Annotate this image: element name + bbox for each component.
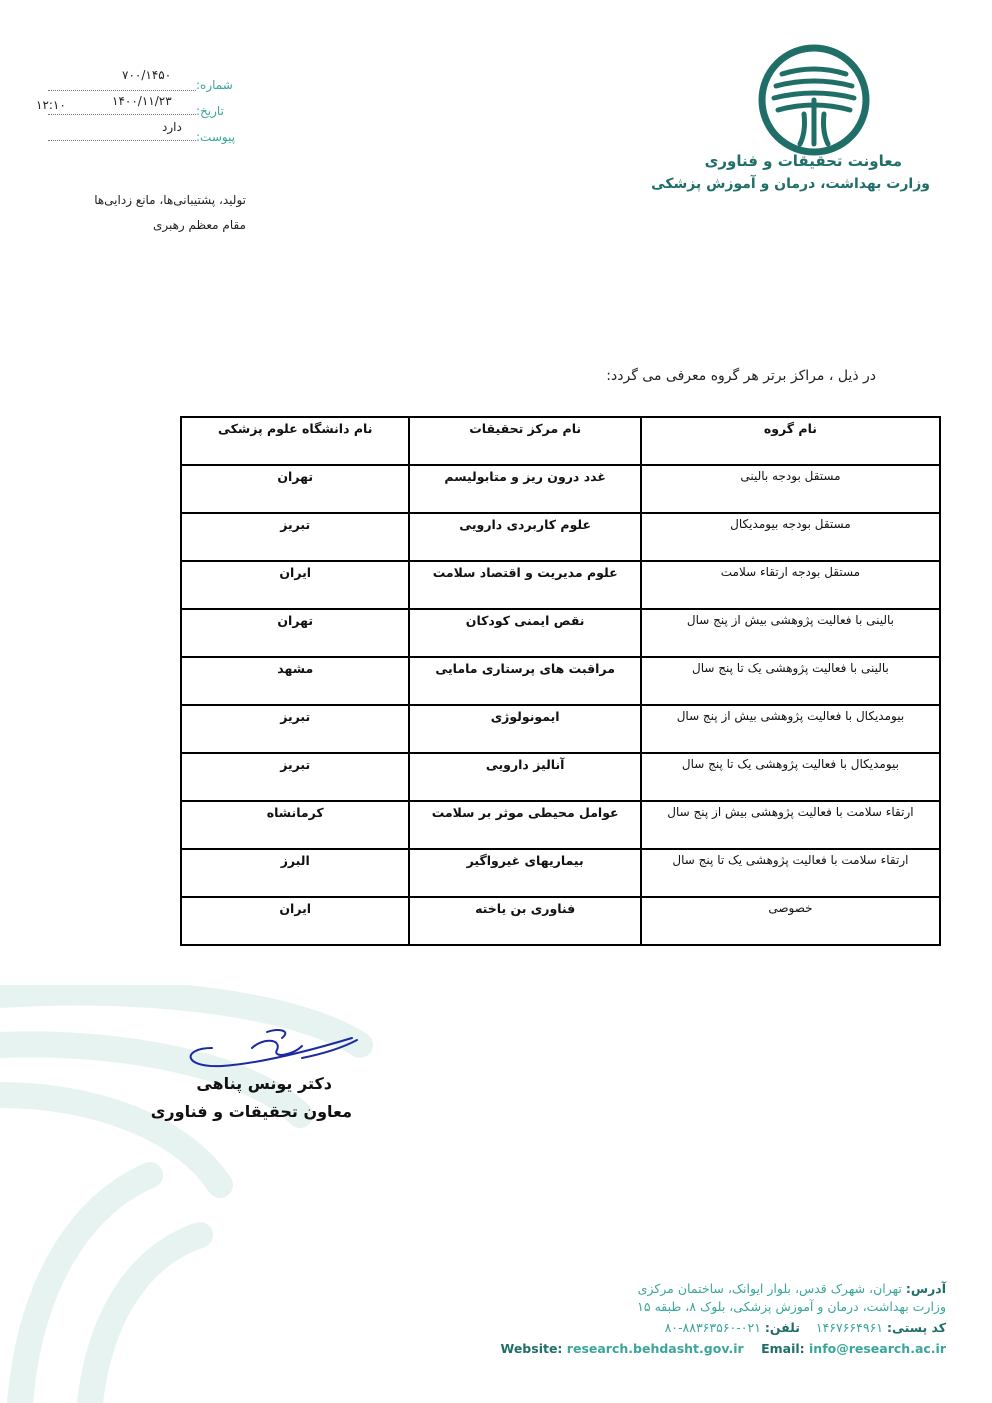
recipient-line-2: مقام معظم رهبری [152, 218, 246, 232]
cell-center: مراقبت های پرستاری مامایی [409, 657, 640, 705]
cell-university: تهران [181, 465, 409, 513]
cell-group: مستقل بودجه بالینی [641, 465, 940, 513]
cell-university: کرمانشاه [181, 801, 409, 849]
cell-center: علوم کاربردی دارویی [409, 513, 640, 561]
cell-center: آنالیز دارویی [409, 753, 640, 801]
cell-group: بالینی با فعالیت پژوهشی بیش از پنج سال [641, 609, 940, 657]
table-row [181, 753, 940, 801]
cell-group: ارتقاء سلامت با فعالیت پژوهشی یک تا پنج سال [641, 849, 940, 897]
ministry-logo-icon [748, 44, 880, 156]
footer-web-line [500, 1341, 946, 1356]
attachment-label: پیوست: [196, 130, 236, 144]
footer-phone-label: تلفن: [764, 1320, 800, 1335]
cell-group: بیومدیکال با فعالیت پژوهشی بیش از پنج سال [641, 705, 940, 753]
date-value: ۱۴۰۰/۱۱/۲۳ [112, 94, 172, 108]
table-row [181, 705, 940, 753]
footer-email-label: Email: [761, 1341, 805, 1356]
number-label: شماره: [196, 78, 233, 92]
cell-center: نقص ایمنی کودکان [409, 609, 640, 657]
cell-university: البرز [181, 849, 409, 897]
footer-address-label: آدرس: [905, 1281, 946, 1296]
cell-university: تبریز [181, 513, 409, 561]
cell-group: مستقل بودجه بیومدیکال [641, 513, 940, 561]
footer-address-text: تهران، شهرک قدس، بلوار ایوانک، ساختمان مرکزی [637, 1281, 902, 1296]
number-value: ۷۰۰/۱۴۵۰ [122, 68, 172, 82]
table-row [181, 849, 940, 897]
signer-title: معاون تحقیقات و فناوری [150, 1102, 352, 1121]
cell-university: ایران [181, 897, 409, 945]
footer-phone-value: ۰۲۱-۸۸۳۶۳۵۶۰-۸۰ [664, 1320, 761, 1335]
footer-website-link[interactable]: research.behdasht.gov.ir [566, 1341, 744, 1356]
footer-postal-value: ۱۴۶۷۶۶۴۹۶۱ [815, 1320, 883, 1335]
table-row [181, 801, 940, 849]
table-row [181, 513, 940, 561]
cell-university: تبریز [181, 753, 409, 801]
header-university: نام دانشگاه علوم پزشکی [181, 417, 409, 465]
org-deputy-name: معاونت تحقیقات و فناوری [704, 152, 902, 170]
cell-university: تبریز [181, 705, 409, 753]
table-row [181, 657, 940, 705]
research-centers-table [180, 416, 941, 946]
footer-contact-line [665, 1320, 946, 1335]
footer-email-link[interactable]: info@research.ac.ir [809, 1341, 946, 1356]
cell-group: خصوصی [641, 897, 940, 945]
attachment-value: دارد [162, 120, 182, 134]
date-label: تاریخ: [196, 104, 224, 118]
cell-group: ارتقاء سلامت با فعالیت پژوهشی بیش از پنج سال [641, 801, 940, 849]
intro-text: در ذیل ، مراکز برتر هر گروه معرفی می گردد: [606, 368, 876, 384]
table-header-row [181, 417, 940, 465]
time-value: ۱۲:۱۰ [36, 98, 66, 112]
footer-address-line-2: وزارت بهداشت، درمان و آموزش پزشکی، بلوک ۸، طبقه ۱۵ [637, 1299, 946, 1314]
date-dots [48, 114, 196, 115]
cell-center: غدد درون ریز و متابولیسم [409, 465, 640, 513]
footer-postal-label: کد پستی: [886, 1320, 946, 1335]
recipient-line-1: تولید، پشتیبانی‌ها، مانع زدایی‌ها [94, 193, 246, 207]
cell-university: ایران [181, 561, 409, 609]
cell-center: ایمونولوژی [409, 705, 640, 753]
cell-center: علوم مدیریت و اقتصاد سلامت [409, 561, 640, 609]
cell-university: مشهد [181, 657, 409, 705]
table-row [181, 609, 940, 657]
table-row [181, 465, 940, 513]
header-group: نام گروه [641, 417, 940, 465]
cell-center: فناوری بن یاخته [409, 897, 640, 945]
cell-group: بیومدیکال با فعالیت پژوهشی یک تا پنج سال [641, 753, 940, 801]
footer-website-label: Website: [500, 1341, 563, 1356]
cell-group: مستقل بودجه ارتقاء سلامت [641, 561, 940, 609]
cell-center: بیماریهای غیرواگیر [409, 849, 640, 897]
signer-name: دکتر یونس پناهی [196, 1074, 332, 1093]
header-center: نام مرکز تحقیقات [409, 417, 640, 465]
cell-center: عوامل محیطی موثر بر سلامت [409, 801, 640, 849]
table-row [181, 897, 940, 945]
number-dots [48, 90, 196, 91]
footer-address-line-1 [638, 1281, 946, 1296]
attachment-dots [48, 140, 196, 141]
table-row [181, 561, 940, 609]
org-ministry-name: وزارت بهداشت، درمان و آموزش پزشکی [651, 176, 930, 192]
cell-group: بالینی با فعالیت پژوهشی یک تا پنج سال [641, 657, 940, 705]
cell-university: تهران [181, 609, 409, 657]
